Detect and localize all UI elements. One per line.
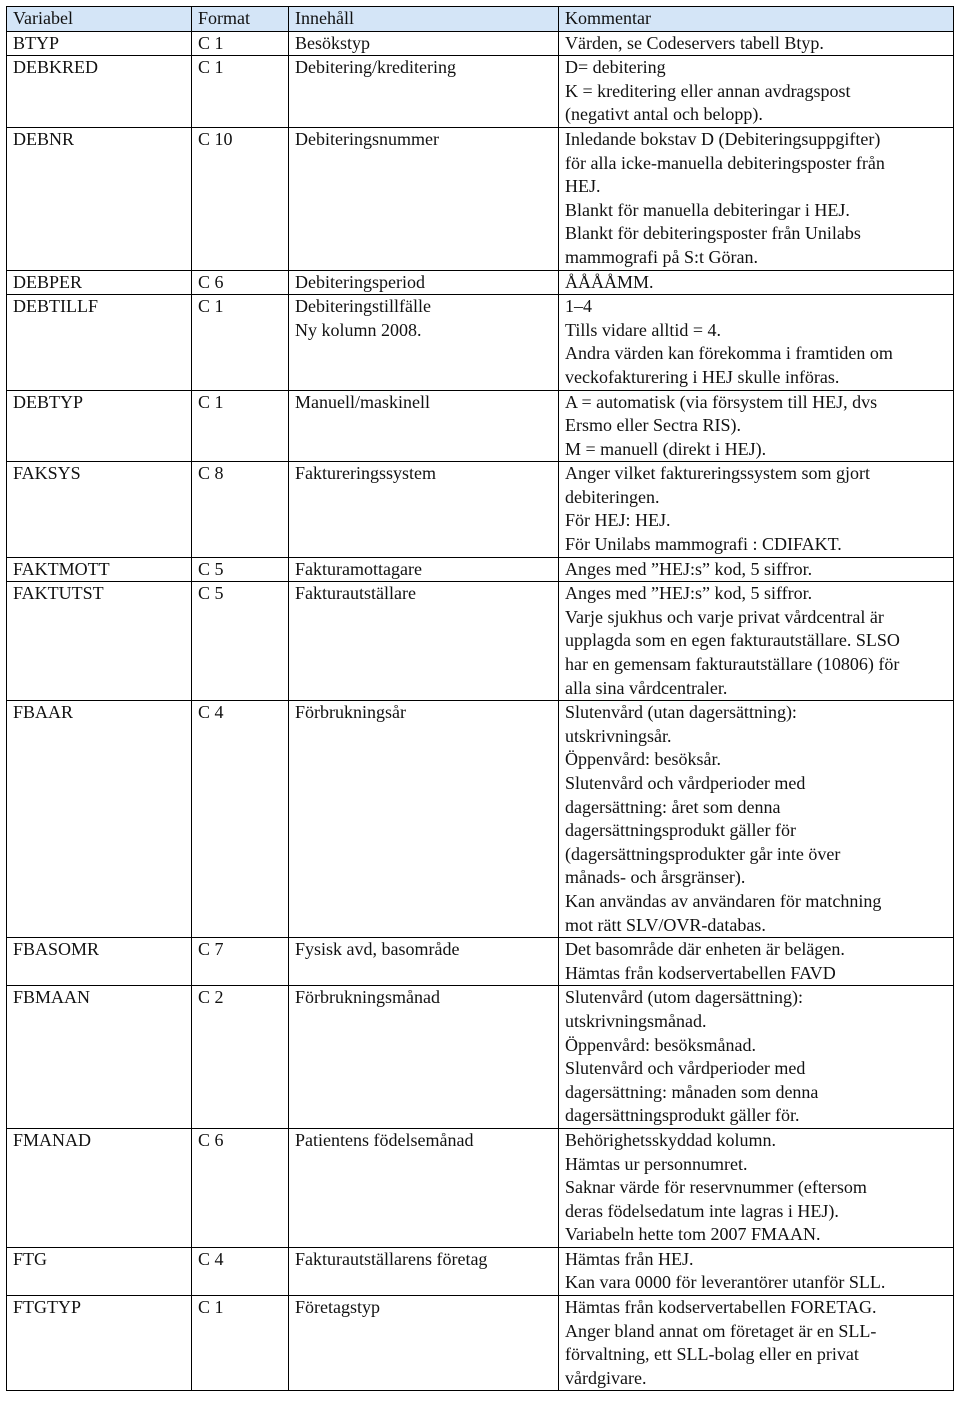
- comment-line: Öppenvård: besöksår.: [565, 749, 721, 770]
- cell-content: [289, 986, 559, 1129]
- cell-format: C 1: [192, 295, 289, 390]
- table-row: [7, 390, 954, 462]
- cell-comment: [559, 557, 954, 582]
- content-line: Fakturautställarens företag: [295, 1248, 488, 1269]
- table-row: [7, 582, 954, 701]
- cell-format: C 7: [192, 938, 289, 986]
- comment-line: Det basområde där enheten är belägen.: [565, 939, 845, 960]
- content-line: Patientens födelsemånad: [295, 1129, 474, 1150]
- comment-line: dagersättning: året som denna: [565, 796, 781, 817]
- cell-format: C 1: [192, 56, 289, 128]
- cell-comment: [559, 1128, 954, 1247]
- content-line: Fakturamottagare: [295, 558, 422, 579]
- comment-line: Kan användas av användaren för matchning: [565, 890, 882, 911]
- table-row: [7, 1247, 954, 1295]
- table-row: [7, 1128, 954, 1247]
- cell-variable: FMANAD: [7, 1128, 192, 1247]
- table-row: [7, 462, 954, 557]
- content-line: Faktureringssystem: [295, 463, 436, 484]
- table-row: [7, 127, 954, 270]
- comment-line: Anges med ”HEJ:s” kod, 5 siffror.: [565, 558, 813, 579]
- comment-line: 1–4: [565, 296, 592, 317]
- comment-line: dagersättning: månaden som denna: [565, 1081, 819, 1102]
- content-line: Förbrukningsår: [295, 702, 406, 723]
- cell-format: C 5: [192, 557, 289, 582]
- content-line: Förbrukningsmånad: [295, 987, 440, 1008]
- content-line: Debiteringsperiod: [295, 271, 425, 292]
- table-header-row: [7, 7, 954, 32]
- cell-content: [289, 1247, 559, 1295]
- cell-content: [289, 56, 559, 128]
- comment-line: Hämtas från kodservertabellen FAVD: [565, 962, 836, 983]
- comment-line: mammografi på S:t Göran.: [565, 246, 758, 267]
- table-row: [7, 986, 954, 1129]
- header-format: Format: [192, 7, 289, 32]
- cell-format: C 5: [192, 582, 289, 701]
- comment-line: Kan vara 0000 för leverantörer utanför SLL.: [565, 1272, 886, 1293]
- cell-variable: FTG: [7, 1247, 192, 1295]
- cell-comment: [559, 1247, 954, 1295]
- cell-comment: [559, 295, 954, 390]
- cell-content: [289, 462, 559, 557]
- comment-line: D= debitering: [565, 57, 666, 78]
- content-line: Företagstyp: [295, 1297, 380, 1318]
- header-content: Innehåll: [289, 7, 559, 32]
- content-line: Debiteringsnummer: [295, 128, 439, 149]
- cell-format: C 2: [192, 986, 289, 1129]
- comment-line: Andra värden kan förekomma i framtiden om: [565, 343, 893, 364]
- cell-variable: BTYP: [7, 31, 192, 56]
- comment-line: utskrivningsmånad.: [565, 1010, 707, 1031]
- comment-line: Hämtas ur personnumret.: [565, 1153, 748, 1174]
- cell-format: C 4: [192, 701, 289, 938]
- comment-line: K = kreditering eller annan avdragspost: [565, 80, 851, 101]
- cell-format: C 1: [192, 1296, 289, 1391]
- comment-line: Anger vilket faktureringssystem som gjort: [565, 463, 870, 484]
- table-row: [7, 56, 954, 128]
- cell-comment: [559, 127, 954, 270]
- comment-line: deras födelsedatum inte lagras i HEJ).: [565, 1200, 839, 1221]
- comment-line: Saknar värde för reservnummer (eftersom: [565, 1177, 867, 1198]
- cell-comment: [559, 582, 954, 701]
- cell-comment: [559, 390, 954, 462]
- cell-content: [289, 557, 559, 582]
- table-row: [7, 295, 954, 390]
- comment-line: HEJ.: [565, 176, 601, 197]
- comment-line: För Unilabs mammografi : CDIFAKT.: [565, 534, 842, 555]
- table-row: [7, 1296, 954, 1391]
- cell-comment: [559, 938, 954, 986]
- cell-format: C 1: [192, 390, 289, 462]
- cell-variable: DEBKRED: [7, 56, 192, 128]
- cell-content: [289, 31, 559, 56]
- comment-line: Anges med ”HEJ:s” kod, 5 siffror.: [565, 583, 813, 604]
- comment-line: dagersättningsprodukt gäller för: [565, 820, 796, 841]
- cell-comment: [559, 986, 954, 1129]
- cell-variable: FTGTYP: [7, 1296, 192, 1391]
- cell-format: C 8: [192, 462, 289, 557]
- comment-line: Slutenvård (utan dagersättning):: [565, 702, 797, 723]
- cell-variable: FBAAR: [7, 701, 192, 938]
- comment-line: för alla icke-manuella debiteringsposter från: [565, 152, 885, 173]
- content-line: Ny kolumn 2008.: [295, 319, 422, 340]
- cell-content: [289, 295, 559, 390]
- cell-content: [289, 1128, 559, 1247]
- cell-content: [289, 1296, 559, 1391]
- content-line: Besökstyp: [295, 32, 371, 53]
- table-row: [7, 938, 954, 986]
- comment-line: Slutenvård och vårdperioder med: [565, 773, 806, 793]
- comment-line: (negativt antal och belopp).: [565, 104, 763, 125]
- table-row: [7, 701, 954, 938]
- cell-format: C 4: [192, 1247, 289, 1295]
- comment-line: Tills vidare alltid = 4.: [565, 319, 721, 340]
- comment-line: Ersmo eller Sectra RIS).: [565, 415, 741, 436]
- cell-comment: [559, 270, 954, 295]
- cell-format: C 10: [192, 127, 289, 270]
- comment-line: vårdgivare.: [565, 1367, 647, 1388]
- cell-format: C 6: [192, 270, 289, 295]
- comment-line: Blankt för manuella debiteringar i HEJ.: [565, 199, 850, 220]
- comment-line: månads- och årsgränser).: [565, 867, 746, 888]
- comment-line: alla sina vårdcentraler.: [565, 677, 728, 698]
- comment-line: Inledande bokstav D (Debiteringsuppgifter): [565, 128, 881, 149]
- comment-line: Värden, se Codeservers tabell Btyp.: [565, 32, 824, 53]
- header-comment: Kommentar: [559, 7, 954, 32]
- cell-format: C 6: [192, 1128, 289, 1247]
- cell-format: C 1: [192, 31, 289, 56]
- comment-line: Varje sjukhus och varje privat vårdcentral är: [565, 606, 884, 627]
- comment-line: mot rätt SLV/OVR-databas.: [565, 914, 766, 935]
- comment-line: Öppenvård: besöksmånad.: [565, 1034, 756, 1055]
- table-row: [7, 270, 954, 295]
- cell-variable: FAKTMOTT: [7, 557, 192, 582]
- table-row: [7, 557, 954, 582]
- comment-line: Hämtas från HEJ.: [565, 1248, 694, 1269]
- content-line: Fysisk avd, basområde: [295, 939, 460, 960]
- comment-line: dagersättningsprodukt gäller för.: [565, 1105, 800, 1126]
- cell-content: [289, 701, 559, 938]
- cell-variable: DEBTILLF: [7, 295, 192, 390]
- comment-line: upplagda som en egen fakturautställare. SLSO: [565, 630, 900, 651]
- comment-line: M = manuell (direkt i HEJ).: [565, 438, 767, 459]
- comment-line: veckofakturering i HEJ skulle införas.: [565, 366, 840, 387]
- comment-line: Variabeln hette tom 2007 FMAAN.: [565, 1224, 821, 1245]
- header-variable: Variabel: [7, 7, 192, 32]
- cell-comment: [559, 1296, 954, 1391]
- comment-line: För HEJ: HEJ.: [565, 510, 671, 531]
- comment-line: Anger bland annat om företaget är en SLL-: [565, 1320, 877, 1341]
- cell-comment: [559, 462, 954, 557]
- cell-content: [289, 582, 559, 701]
- cell-variable: FAKSYS: [7, 462, 192, 557]
- content-line: Manuell/maskinell: [295, 391, 430, 412]
- cell-content: [289, 270, 559, 295]
- comment-line: förvaltning, ett SLL-bolag eller en privat: [565, 1344, 859, 1365]
- cell-variable: FBMAAN: [7, 986, 192, 1129]
- content-line: Debiteringstillfälle: [295, 296, 431, 317]
- comment-line: Blankt för debiteringsposter från Unilabs: [565, 223, 861, 244]
- comment-line: (dagersättningsprodukter går inte över: [565, 843, 841, 864]
- cell-comment: [559, 701, 954, 938]
- cell-variable: FAKTUTST: [7, 582, 192, 701]
- cell-comment: [559, 56, 954, 128]
- comment-line: Behörighetsskyddad kolumn.: [565, 1129, 776, 1150]
- variable-table: [6, 6, 954, 1391]
- cell-content: [289, 127, 559, 270]
- comment-line: utskrivningsår.: [565, 725, 672, 746]
- comment-line: har en gemensam fakturautställare (10806) för: [565, 654, 900, 675]
- comment-line: ÅÅÅÅMM.: [565, 271, 654, 292]
- cell-variable: DEBTYP: [7, 390, 192, 462]
- content-line: Debitering/kreditering: [295, 57, 456, 78]
- cell-variable: FBASOMR: [7, 938, 192, 986]
- cell-content: [289, 390, 559, 462]
- comment-line: debiteringen.: [565, 486, 660, 507]
- cell-comment: [559, 31, 954, 56]
- content-line: Fakturautställare: [295, 583, 416, 604]
- table-row: [7, 31, 954, 56]
- cell-content: [289, 938, 559, 986]
- comment-line: Slutenvård och vårdperioder med: [565, 1058, 806, 1079]
- cell-variable: DEBPER: [7, 270, 192, 295]
- comment-line: Hämtas från kodservertabellen FORETAG.: [565, 1297, 877, 1318]
- comment-line: Slutenvård (utom dagersättning):: [565, 987, 803, 1008]
- cell-variable: DEBNR: [7, 127, 192, 270]
- comment-line: A = automatisk (via försystem till HEJ, dvs: [565, 391, 878, 412]
- table-body: [7, 31, 954, 1391]
